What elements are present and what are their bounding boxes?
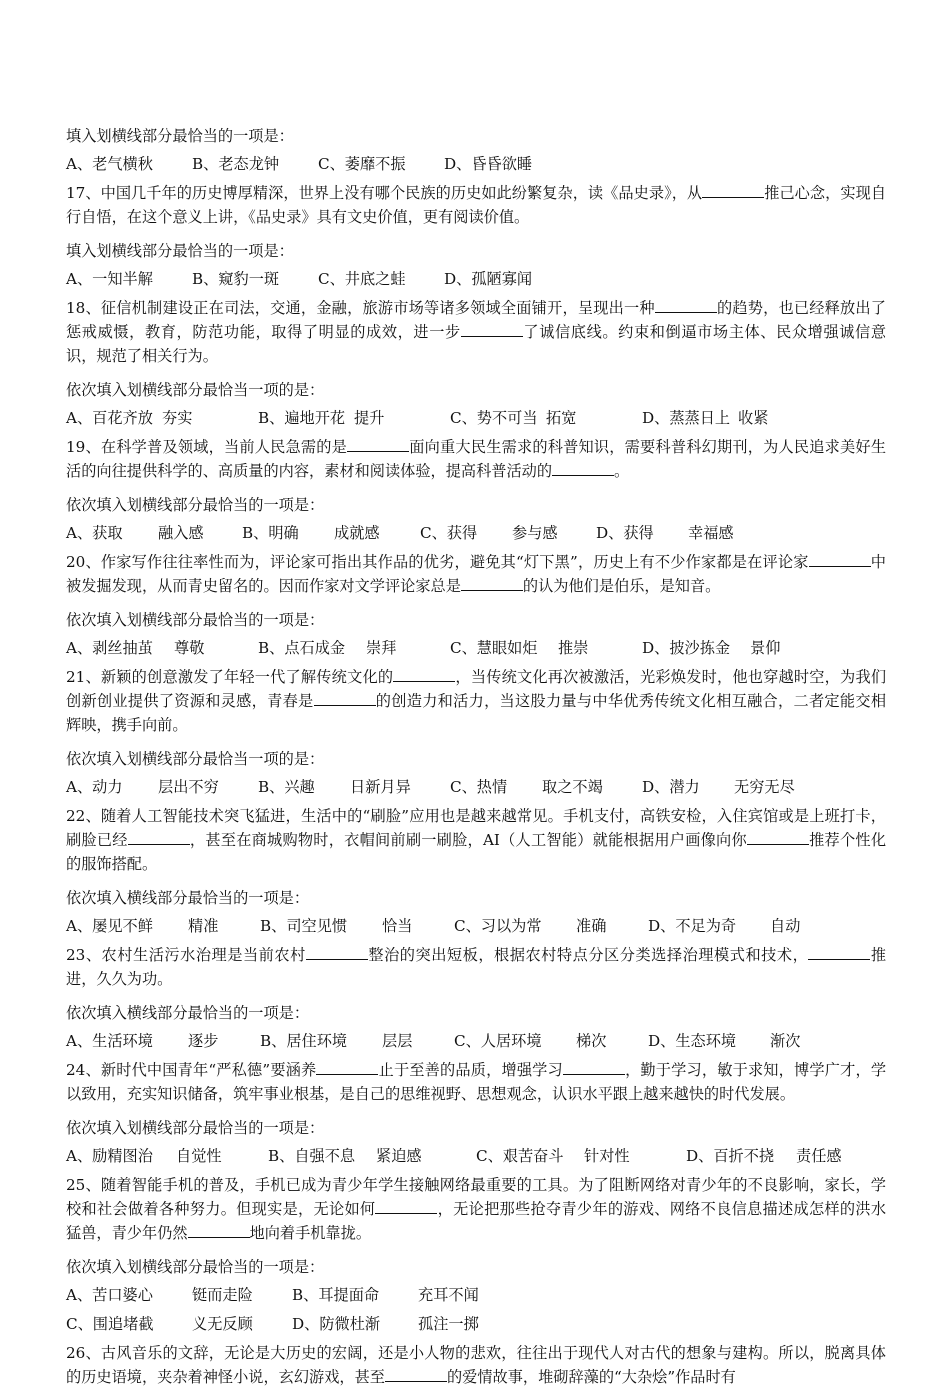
q16-option-b: B、老态龙钟 <box>192 155 280 173</box>
q21-option-d-2: 无穷无尽 <box>734 778 795 796</box>
q17-blank-1 <box>702 183 764 198</box>
q21-option-c-1: C、热情 <box>450 778 508 796</box>
q22-option-c-2: 准确 <box>576 917 607 935</box>
exam-page <box>66 124 886 1399</box>
q25-blank-1 <box>375 1199 437 1214</box>
q25-option-b-1: B、耳提面命 <box>292 1286 380 1304</box>
q20-stem: 20、作家写作往往率性而为，评论家可指出其作品的优劣，避免其“灯下黑”，历史上有不少作家都是在评论家 中被发掘发现，从而青史留名的。因而作家对文学评论家总是 的认为他们是伯乐，是知音。 <box>66 553 886 595</box>
q22-option-b-2: 恰当 <box>382 917 413 935</box>
q26-blank-1 <box>385 1367 447 1382</box>
q19-option-c-1: C、获得 <box>420 524 478 542</box>
q20-prompt: 依次填入划横线部分最恰当的一项是： <box>66 611 325 629</box>
q20-option-b-2: 崇拜 <box>366 639 397 657</box>
q18-option-b-2: 提升 <box>354 409 385 427</box>
q19-option-b-1: B、明确 <box>242 524 299 542</box>
q23-option-c-1: C、人居环境 <box>454 1032 542 1050</box>
q16-option-c: C、萎靡不振 <box>318 155 406 173</box>
q20-option-d-1: D、披沙拣金 <box>642 639 731 657</box>
q19-option-d-1: D、获得 <box>596 524 654 542</box>
q19-blank-1 <box>347 437 409 452</box>
q25-options-row-1 <box>66 1283 886 1307</box>
q22-option-c-1: C、习以为常 <box>454 917 542 935</box>
q18-option-a-1: A、百花齐放 <box>66 409 153 427</box>
q17-options <box>66 267 886 291</box>
q20-options <box>66 636 886 660</box>
q23-option-c-2: 梯次 <box>576 1032 607 1050</box>
q23-option-a-1: A、生活环境 <box>66 1032 153 1050</box>
q18-option-d-2: 收紧 <box>738 409 769 427</box>
q17-option-b: B、窥豹一斑 <box>192 270 280 288</box>
q25-blank-2 <box>188 1223 250 1238</box>
q20-blank-1 <box>809 552 871 567</box>
q18-blank-2 <box>461 322 523 337</box>
q20-blank-2 <box>461 576 523 591</box>
q23-prompt: 依次填入横线部分最恰当的一项是： <box>66 1004 309 1022</box>
q16-options <box>66 152 886 176</box>
q22-options <box>66 914 886 938</box>
q25-option-d-2: 孤注一掷 <box>418 1315 479 1333</box>
q19-option-d-2: 幸福感 <box>688 524 734 542</box>
q22-prompt: 依次填入横线部分最恰当的一项是： <box>66 889 309 907</box>
q22-option-a-1: A、屡见不鲜 <box>66 917 153 935</box>
q21-stem: 21、新颖的创意激发了年轻一代了解传统文化的 ，当传统文化再次被激活，光彩焕发时，他也穿越时空，为我们创新创业提供了资源和灵感，青春是 的创造力和活力，当这股力量与中华优秀传统文化相互融合，二者定能交相辉映，携手向前。 <box>66 668 887 734</box>
q16-option-d: D、昏昏欲睡 <box>444 155 533 173</box>
q24-option-d-2: 责任感 <box>796 1147 842 1165</box>
q23-options <box>66 1029 886 1053</box>
q22-option-d-2: 自动 <box>770 917 801 935</box>
q24-options <box>66 1144 886 1168</box>
q19-option-a-2: 融入感 <box>158 524 204 542</box>
q19-option-c-2: 参与感 <box>512 524 558 542</box>
q24-blank-2 <box>563 1060 625 1075</box>
q24-option-c-1: C、艰苦奋斗 <box>476 1147 564 1165</box>
q19-stem: 19、在科学普及领域，当前人民急需的是 面向重大民生需求的科普知识，需要科普科幻期刊，为人民追求美好生活的向往提供科学的、高质量的内容，素材和阅读体验，提高科普活动的 。 <box>66 438 887 480</box>
q17-option-a: A、一知半解 <box>66 270 153 288</box>
q18-stem: 18、征信机制建设正在司法，交通，金融，旅游市场等诸多领域全面铺开，呈现出一种 的趋势，也已经释放出了惩戒威慑，教育，防范功能，取得了明显的成效，进一步 了诚信底线。约束和倒逼市场主体、民众增强诚信意识，规范了相关行为。 <box>66 299 887 365</box>
q18-option-c-2: 拓宽 <box>546 409 577 427</box>
q19-option-b-2: 成就感 <box>334 524 380 542</box>
q22-option-b-1: B、司空见惯 <box>260 917 348 935</box>
q21-prompt: 依次填入划横线部分最恰当一项的是： <box>66 750 325 768</box>
q20-option-c-1: C、慧眼如炬 <box>450 639 538 657</box>
q18-prompt: 依次填入划横线部分最恰当一项的是： <box>66 381 325 399</box>
q23-stem: 23、农村生活污水治理是当前农村 整治的突出短板，根据农村特点分区分类选择治理模式和技术， 推进，久久为功。 <box>66 946 887 988</box>
q23-option-d-2: 渐次 <box>770 1032 801 1050</box>
q21-blank-2 <box>314 691 376 706</box>
q21-option-d-1: D、潜力 <box>642 778 700 796</box>
q17-prompt: 填入划横线部分最恰当的一项是： <box>66 242 294 260</box>
q19-prompt: 依次填入划横线部分最恰当的一项是： <box>66 496 325 514</box>
q21-option-b-1: B、兴趣 <box>258 778 315 796</box>
q21-option-c-2: 取之不竭 <box>542 778 603 796</box>
q22-stem: 22、随着人工智能技术突飞猛进，生活中的“刷脸”应用也是越来越常见。手机支付，高铁安检，入住宾馆或是上班打卡，刷脸已经 ，甚至在商城购物时，衣帽间前刷一刷脸，AI（人工智能）就能根据用户画像向你 推荐个性化的服饰搭配。 <box>66 807 886 873</box>
q16-prompt: 填入划横线部分最恰当的一项是： <box>66 127 294 145</box>
q25-options-row-2 <box>66 1312 886 1336</box>
q24-stem: 24、新时代中国青年“严私德”要涵养 止于至善的品质，增强学习 ，勤于学习，敏于求知，博学广才，学以致用，充实知识储备，筑牢事业根基，是自己的思维视野、思想观念，认识水平跟上越来越快的时代发展。 <box>66 1061 886 1103</box>
q21-option-b-2: 日新月异 <box>350 778 411 796</box>
q17-option-d: D、孤陋寡闻 <box>444 270 533 288</box>
q18-option-b-1: B、遍地开花 <box>258 409 346 427</box>
q20-option-b-1: B、点石成金 <box>258 639 346 657</box>
q20-option-d-2: 景仰 <box>750 639 781 657</box>
q24-option-b-1: B、自强不息 <box>268 1147 356 1165</box>
q25-option-a-1: A、苦口婆心 <box>66 1286 153 1304</box>
q19-options <box>66 521 886 545</box>
q25-option-b-2: 充耳不闻 <box>418 1286 479 1304</box>
q19-blank-2 <box>552 461 614 476</box>
q18-blank-1 <box>655 298 717 313</box>
q23-blank-2 <box>808 945 870 960</box>
q24-option-b-2: 紧迫感 <box>376 1147 422 1165</box>
q24-option-d-1: D、百折不挠 <box>686 1147 775 1165</box>
q16-option-a: A、老气横秋 <box>66 155 153 173</box>
q25-stem: 25、随着智能手机的普及，手机已成为青少年学生接触网络最重要的工具。为了阻断网络对青少年的不良影响，家长，学校和社会做着各种努力。但现实是，无论如何 ，无论把那些抢夺青少年的游戏、网络不良信息描述成怎样的洪水猛兽，青少年仍然 地向着手机靠拢。 <box>66 1176 887 1242</box>
q25-option-c-1: C、围追堵截 <box>66 1315 154 1333</box>
q17-stem: 17、中国几千年的历史博厚精深，世界上没有哪个民族的历史如此纷繁复杂，读《品史录》，从 推己心念，实现自行自悟，在这个意义上讲，《品史录》具有文史价值，更有阅读价值。 <box>66 184 887 226</box>
q21-option-a-1: A、动力 <box>66 778 123 796</box>
q24-option-c-2: 针对性 <box>584 1147 630 1165</box>
q23-option-d-1: D、生态环境 <box>648 1032 737 1050</box>
q18-option-a-2: 夯实 <box>162 409 193 427</box>
q21-options <box>66 775 886 799</box>
q21-option-a-2: 层出不穷 <box>158 778 219 796</box>
q24-option-a-1: A、励精图治 <box>66 1147 153 1165</box>
q25-option-d-1: D、防微杜渐 <box>292 1315 381 1333</box>
q17-option-c: C、井底之蛙 <box>318 270 406 288</box>
q18-option-c-1: C、势不可当 <box>450 409 538 427</box>
q22-option-d-1: D、不足为奇 <box>648 917 737 935</box>
q23-blank-1 <box>306 945 368 960</box>
q23-option-b-1: B、居住环境 <box>260 1032 348 1050</box>
q20-option-a-1: A、剥丝抽茧 <box>66 639 153 657</box>
q23-option-b-2: 层层 <box>382 1032 413 1050</box>
q18-options <box>66 406 886 430</box>
q26-stem: 26、古风音乐的文辞，无论是大历史的宏阔，还是小人物的悲欢，往往出于现代人对古代的想象与建构。所以，脱离具体的历史语境，夹杂着神怪小说，玄幻游戏，甚至 的爱情故事，堆砌辞藻的“大杂烩”作品时有 <box>66 1344 886 1386</box>
q25-option-c-2: 义无反顾 <box>192 1315 253 1333</box>
q24-blank-1 <box>316 1060 378 1075</box>
q22-blank-2 <box>747 830 809 845</box>
q22-option-a-2: 精准 <box>188 917 219 935</box>
q22-blank-1 <box>128 830 190 845</box>
q19-option-a-1: A、获取 <box>66 524 123 542</box>
q20-option-c-2: 推崇 <box>558 639 589 657</box>
q20-option-a-2: 尊敬 <box>174 639 205 657</box>
q18-option-d-1: D、蒸蒸日上 <box>642 409 731 427</box>
q25-prompt: 依次填入划横线部分最恰当的一项是： <box>66 1258 325 1276</box>
q21-blank-1 <box>393 667 455 682</box>
q23-option-a-2: 逐步 <box>188 1032 219 1050</box>
q25-option-a-2: 铤而走险 <box>192 1286 253 1304</box>
q24-prompt: 依次填入划横线部分最恰当的一项是： <box>66 1119 325 1137</box>
q24-option-a-2: 自觉性 <box>176 1147 222 1165</box>
